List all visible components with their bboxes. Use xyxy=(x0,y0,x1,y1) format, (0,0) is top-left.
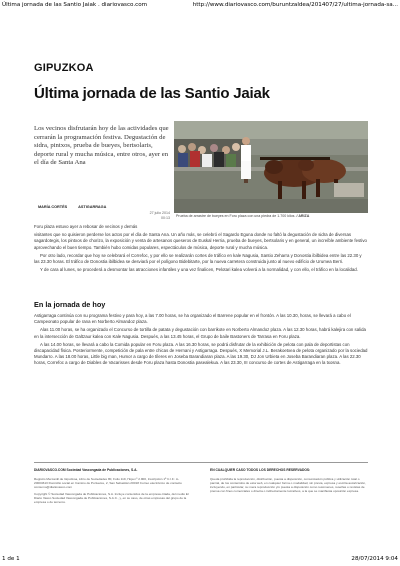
photo-caption-text: Prueba de arrastre de bueyes en Foru plaza con una piedra de 1.700 kilos. xyxy=(176,214,297,218)
dateline xyxy=(120,211,170,221)
article-lead: Los vecinos disfrutarán hoy de las actividades que cerrarán la programación festiva. Degustación de sidra, pintxos, prueba de bueyes, bertsolaris, deporte rural y mucha música, entre otros, ayer en el día de Santa Ana xyxy=(34,125,169,166)
footer-left-text-2: Copyright © Sociedad Vascongada de Publicaciones, S.A. Incluye contenidos de la empresa citada, del medio El Diario Vasco Sociedad Vascongada de Publicaciones, S.A.C., y, en su caso, de otras empresas del grupo de la empresa o de terceros. xyxy=(34,492,189,504)
subhead: En la jornada de hoy xyxy=(34,300,106,309)
oxen-photo-illustration xyxy=(174,121,368,213)
print-timestamp: 28/07/2014 9:04 xyxy=(351,556,398,562)
footer-left-heading: DIARIOVASCO.COM Sociedad Vascongada de Publicaciones, S.A. xyxy=(34,468,138,472)
footer-left-text: Registro Mercantil de Gipuzkoa, Libro de Sociedades 80, Folio 119, Hoja nº 2.900, Inscripción 1ª C.I.F.: A-20004613 Domicilio social en Camino de Portuetxe, 2, San Sebastián 20018 Correo electrónico de contacto consumo@diariovasco.com xyxy=(34,477,182,489)
photo-caption-credit: / ARIZA xyxy=(296,214,310,218)
article-body-2 xyxy=(34,313,368,369)
author-name: MARÍA CORTÉS xyxy=(38,205,68,209)
photo-caption xyxy=(176,214,368,218)
footer-right-text: Queda prohibida la reproducción, distribución, puesta a disposición, comunicación pública y utilización total o parcial, de los contenidos de esta web, en cualquier forma o modalidad, sin previa, expresa y escrita autorización, incluyendo, en particular, su mera reproducción y/o puesta a disposición como resúmenes, reseñas o revistas de prensa con fines comerciales o directa o indirectamente lucrativos, a la que se manifiesta oposición expresa. xyxy=(210,477,366,493)
print-footer xyxy=(2,556,398,564)
footer-left xyxy=(34,468,192,504)
footer-right-heading: EN CUALQUIER CASO TODOS LOS DERECHOS RESERVADOS: xyxy=(210,468,311,472)
print-header-title: Última jornada de las Santio Jaiak . diariovasco.com xyxy=(2,2,148,8)
article-date: 27 julio 2014 xyxy=(149,211,170,215)
article-photo xyxy=(174,121,368,213)
body-paragraph: Foru plaza estuvo ayer a rebosar de vecinos y demás xyxy=(34,224,138,229)
body-paragraph: A las 14.00 horas, se llevará a cabo la Comida popular en Foru plaza. A las 16.30 horas, se podrá disfrutar de la exhibición de pelota con pala de deportistas con discapacidad física. Posteriormente, competición de pala entre chicas de Hernani y Astigarraga. Después, X Memorial J.L. Berakoetxea de pelota organizado por la sociedad Mundarro. A las 18.00 horas, Little big man, Humor a cargo de tíleres en Joseba Barandiaran plaza. A las 19.30, DJ Jon Urbieta en Joseba Barandiaran plaza. A las 22.30 horas, Correfoc a cargo de Diables de Vacarisses desde Foru plaza hasta Donostia pasealekua. A las 23.30, III concurso de cortes de Astigarraga en la txosna. xyxy=(34,341,368,366)
byline xyxy=(38,205,116,209)
body-paragraph: Por otro lado, recordar que hoy se celebrará el Correfoc, y por ello se realizarán cortes de tráfico en kale Nagusia, Santio Zeharra y Donostia ibilbidea entre las 22.30 y las 23.30 horas. El tráfico de Donostia ibilbidea se desviará por el polígono Bidebitarte, por la nueva carretera construida junto al nuevo edificio de Urumea Berri. xyxy=(34,252,362,265)
article-time: 00:13 xyxy=(161,216,170,220)
article-title: Última jornada de las Santio Jaiak xyxy=(34,85,270,102)
article-body xyxy=(34,224,368,275)
footer-right xyxy=(210,468,368,493)
body-paragraph: Y de cara al lunes, se procederá a desmontar las atracciones infantiles y una vez finalicen, Pelotari kalea volverá a la normalidad, y con ello, el tráfico en la localidad. xyxy=(40,267,358,273)
body-paragraph: Alas 11.00 horas, se ha organizado el Concurso de tortilla de patata y degustación con barrikote en Norberto Almandoz plaza. A las 12.30 horas, habrá kalejira con salida en la intersección de Galtzaur kalea con Kale Nagusia. Después, a las 13.45 horas, el Grupo de baile Bastoners de Tarrasa en Foru plaza. xyxy=(34,327,366,339)
footer-rule xyxy=(34,462,368,463)
page-count: 1 de 1 xyxy=(2,556,20,562)
section-label: GIPUZKOA xyxy=(34,62,94,74)
article-location: ASTIGARRAGA xyxy=(78,205,107,209)
body-paragraph: Astigarraga continúa con su programa festivo y para hoy, a las 7.00 horas, se ha organizado el Barrene popular en el frontón. A las 10.30, horas, se llevará a cabo el Campeonato popular de rana en Norberto Almandoz plaza. xyxy=(34,313,351,325)
print-header-url: http://www.diariovasco.com/buruntzaldea/201407/27/ultima-jornada-sa... xyxy=(192,2,398,8)
body-paragraph: visitantes que no quisieron perderse los actos por el día de Santa Ana. Un año más, se celebró el Sagardo Eguna donde no faltó la degustación de sidra de diversas sagardotegis, los pintxos de chorizo, la exposición y venta de artesanos queseros de Euskal Herria, prueba de bueyes, bertsolaris y en general, un increíble ambiente festivo aprovechando el buen tiempo. También hubo comidas populares, espectáculos de música, deporte rural y mucha música. xyxy=(34,232,367,250)
print-header xyxy=(2,2,398,10)
